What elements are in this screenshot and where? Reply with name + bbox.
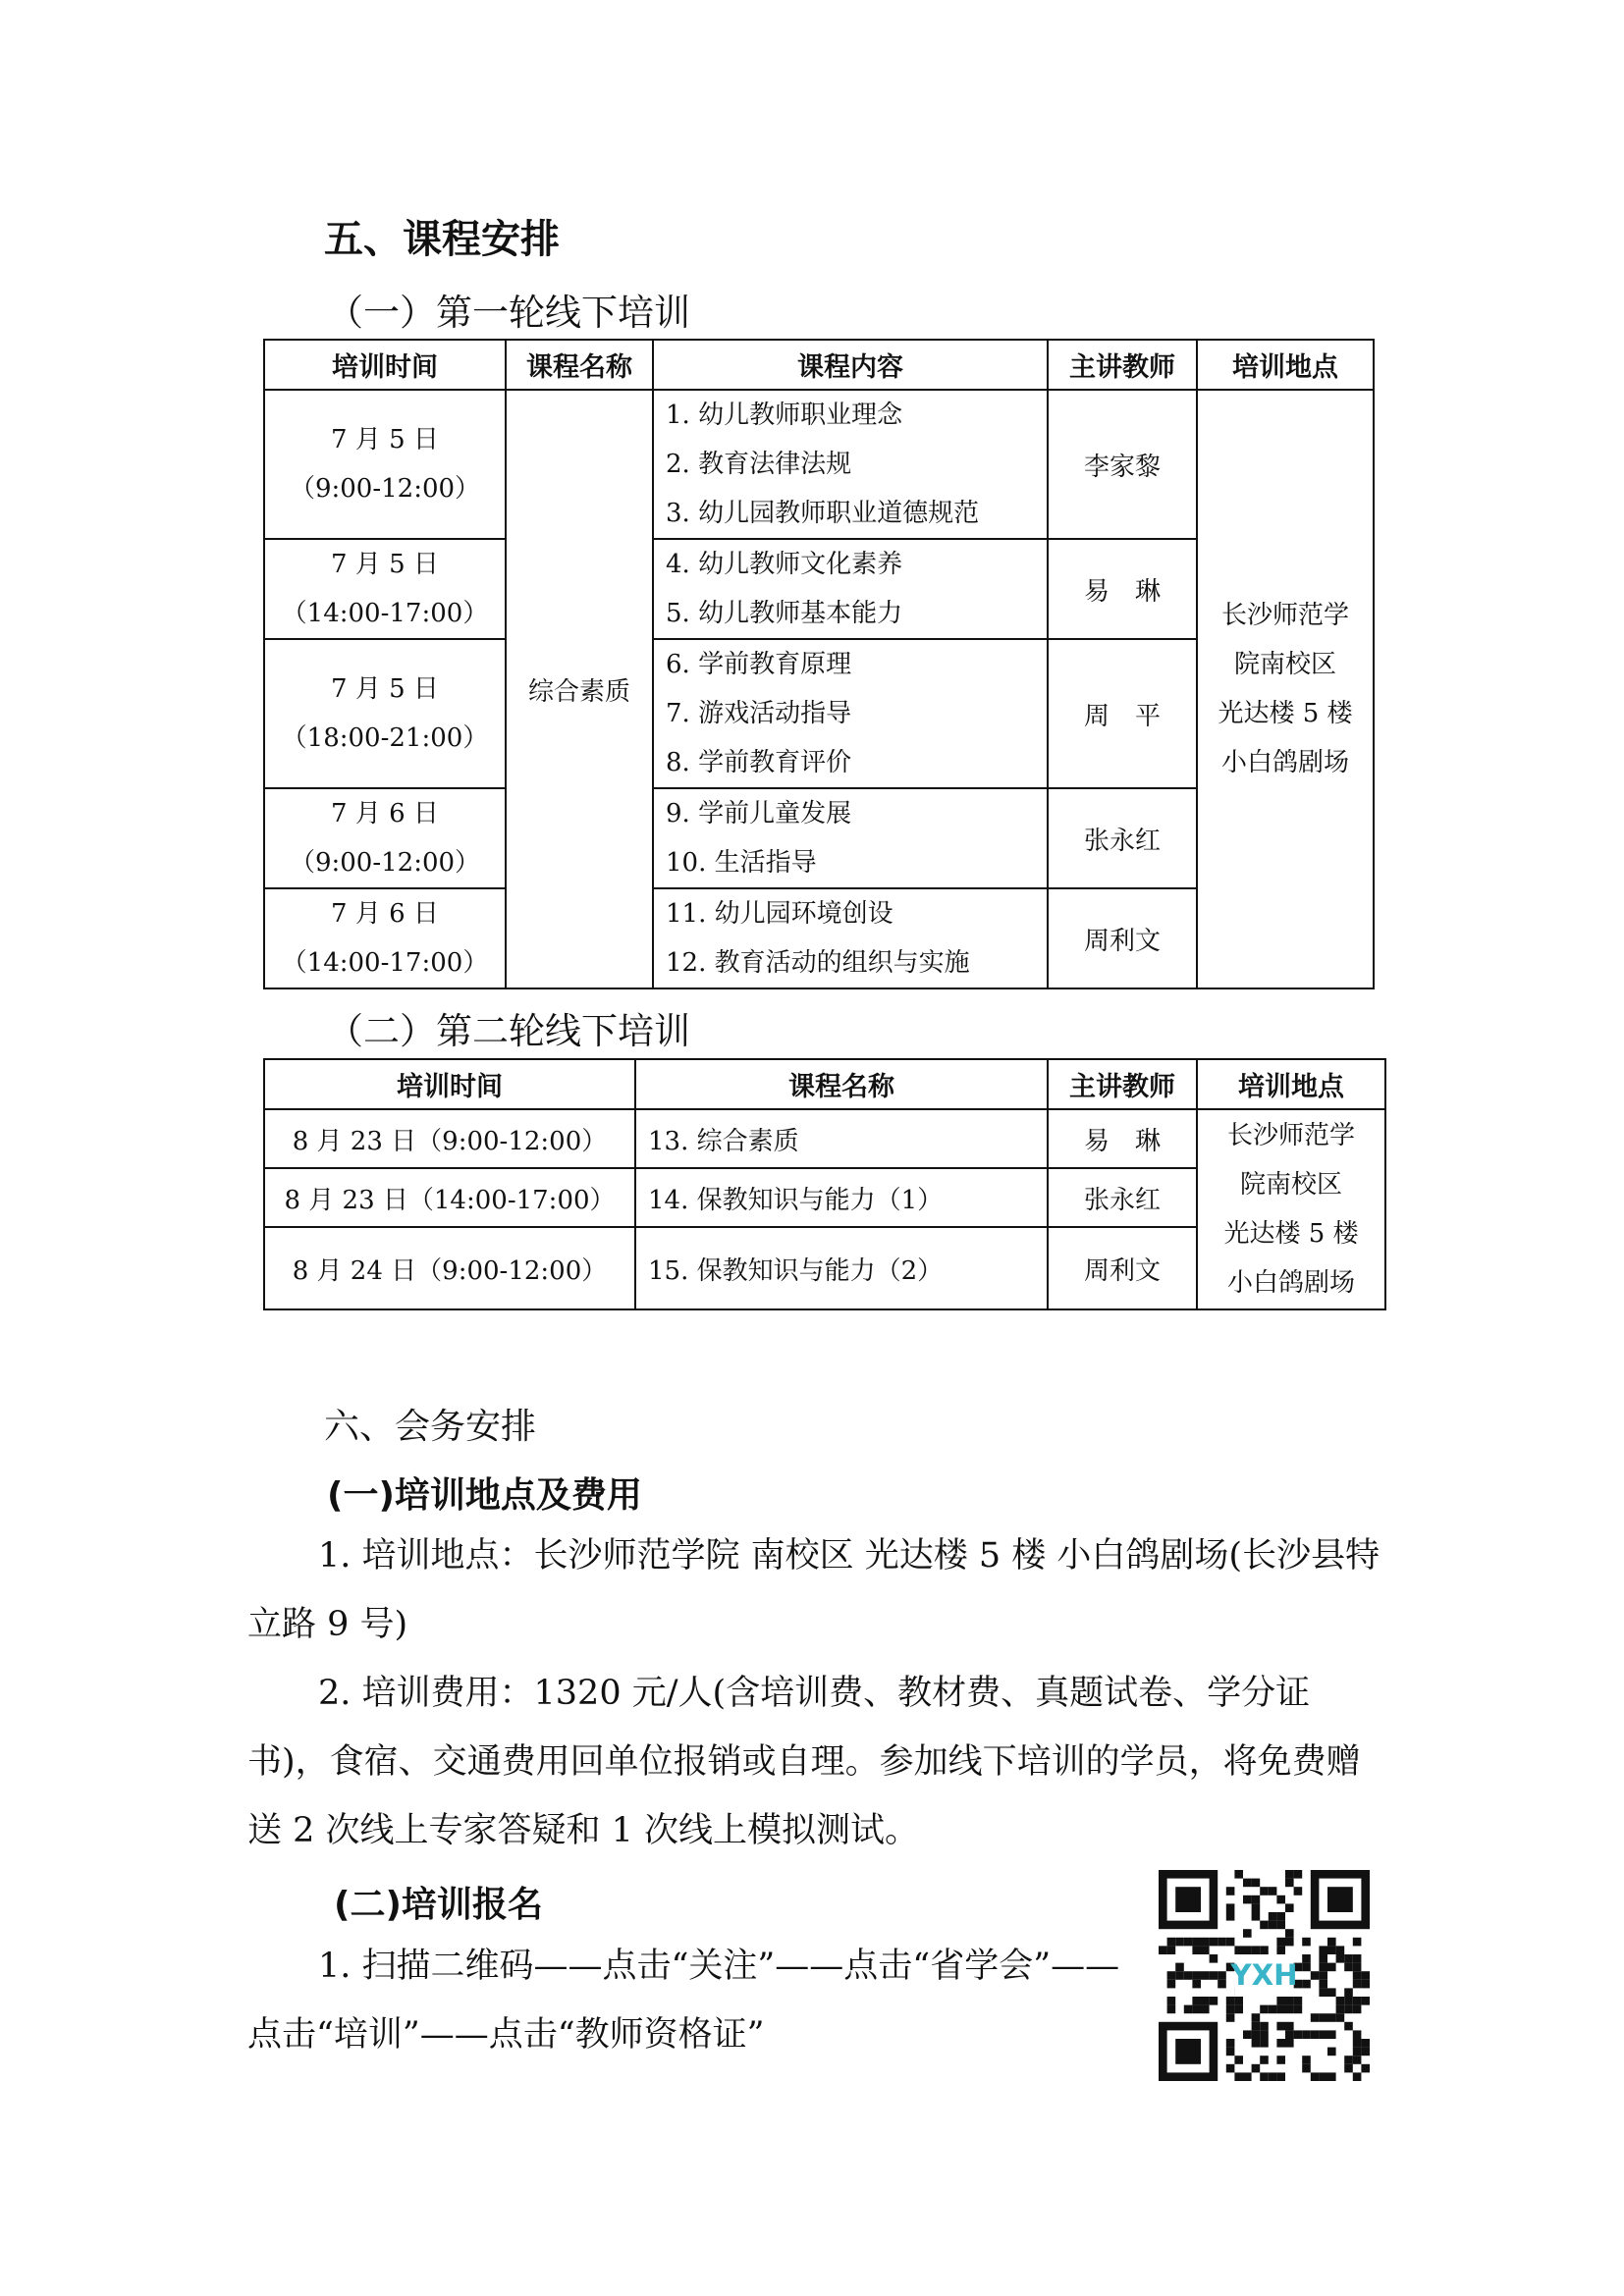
section5-title: 五、课程安排 xyxy=(324,217,560,262)
date-text: 7 月 6 日 xyxy=(331,799,439,828)
header-teacher: 主讲教师 xyxy=(1048,1059,1197,1109)
course-cell: 14. 保教知识与能力（1） xyxy=(635,1168,1048,1227)
content-item: 9. 学前儿童发展 xyxy=(666,799,852,828)
date-text: 7 月 6 日 xyxy=(331,899,439,929)
fee-paragraph: 2. 培训费用：1320 元/人(含培训费、教材费、真题试卷、学分证书)，食宿、交通费用回单位报销或自理。参加线下培训的学员，将免费赠送 2 次线上专家答疑和 1 次线上模拟测试。 xyxy=(247,1674,1361,1850)
qr-logo-text: YXH xyxy=(1230,1957,1298,1992)
section6-title: 六、会务安排 xyxy=(324,1407,537,1447)
content-item: 1. 幼儿教师职业理念 xyxy=(666,400,903,430)
content-item: 11. 幼儿园环境创设 xyxy=(666,899,893,929)
round2-table xyxy=(263,1058,1386,1310)
round1-header-row xyxy=(264,340,1374,390)
time-cell: 8 月 23 日（14:00-17:00） xyxy=(264,1168,635,1227)
content-item: 12. 教育活动的组织与实施 xyxy=(666,948,970,978)
course-cell: 15. 保教知识与能力（2） xyxy=(635,1227,1048,1309)
content-cell xyxy=(653,639,1048,788)
round1-title: （一）第一轮线下培训 xyxy=(327,292,690,334)
sub2-title: (二)培训报名 xyxy=(334,1885,543,1925)
location-line: 小白鸽剧场 xyxy=(1220,748,1349,777)
date-text: 7 月 5 日 xyxy=(331,425,439,454)
content-item: 5. 幼儿教师基本能力 xyxy=(666,599,903,628)
signup-paragraph: 1. 扫描二维码——点击“关注”——点击“省学会”——点击“培训”——点击“教师资格证” xyxy=(247,1947,1120,2055)
location-line: 院南校区 xyxy=(1239,1170,1342,1200)
time-cell xyxy=(264,390,506,539)
content-cell xyxy=(653,788,1048,888)
location-cell xyxy=(1197,1109,1385,1309)
header-course-name: 课程名称 xyxy=(506,340,653,390)
location-line: 长沙师范学 xyxy=(1226,1121,1355,1150)
header-course-name: 课程名称 xyxy=(635,1059,1048,1109)
header-location: 培训地点 xyxy=(1197,340,1374,390)
round2-header-row xyxy=(264,1059,1385,1109)
time-cell xyxy=(264,539,506,639)
header-time: 培训时间 xyxy=(264,1059,635,1109)
content-item: 3. 幼儿园教师职业道德规范 xyxy=(666,499,980,528)
qr-code-icon[interactable] xyxy=(1159,1870,1370,2081)
round1-table xyxy=(263,339,1375,989)
location-line: 小白鸽剧场 xyxy=(1226,1268,1355,1298)
content-item: 6. 学前教育原理 xyxy=(666,650,852,679)
content-item: 10. 生活指导 xyxy=(666,848,817,878)
teacher-cell: 周 平 xyxy=(1048,639,1197,788)
teacher-cell: 易 琳 xyxy=(1048,539,1197,639)
content-cell xyxy=(653,390,1048,539)
time-text: （14:00-17:00） xyxy=(281,599,489,628)
date-text: 7 月 5 日 xyxy=(331,550,439,579)
time-cell: 8 月 24 日（9:00-12:00） xyxy=(264,1227,635,1309)
content-item: 8. 学前教育评价 xyxy=(666,748,852,777)
content-cell xyxy=(653,888,1048,988)
time-cell xyxy=(264,888,506,988)
table-row xyxy=(264,1109,1385,1168)
course-name-cell: 综合素质 xyxy=(506,390,653,988)
teacher-cell: 张永红 xyxy=(1048,1168,1197,1227)
time-cell xyxy=(264,788,506,888)
time-cell: 8 月 23 日（9:00-12:00） xyxy=(264,1109,635,1168)
content-item: 2. 教育法律法规 xyxy=(666,450,852,479)
location-line: 长沙师范学 xyxy=(1220,601,1349,630)
teacher-cell: 周利文 xyxy=(1048,1227,1197,1309)
teacher-cell: 李家黎 xyxy=(1048,390,1197,539)
location-paragraph: 1. 培训地点：长沙师范学院 南校区 光达楼 5 楼 小白鸽剧场(长沙县特立路 9 号) xyxy=(247,1536,1380,1644)
teacher-cell: 张永红 xyxy=(1048,788,1197,888)
time-cell xyxy=(264,639,506,788)
teacher-cell: 易 琳 xyxy=(1048,1109,1197,1168)
time-text: （9:00-12:00） xyxy=(289,848,481,878)
time-text: （14:00-17:00） xyxy=(281,948,489,978)
time-text: （9:00-12:00） xyxy=(289,474,481,504)
table-row xyxy=(264,390,1374,539)
content-item: 4. 幼儿教师文化素养 xyxy=(666,550,903,579)
header-teacher: 主讲教师 xyxy=(1048,340,1197,390)
course-cell: 13. 综合素质 xyxy=(635,1109,1048,1168)
sub1-title: (一)培训地点及费用 xyxy=(327,1475,642,1516)
header-location: 培训地点 xyxy=(1197,1059,1385,1109)
location-line: 光达楼 5 楼 xyxy=(1218,699,1353,728)
location-line: 光达楼 5 楼 xyxy=(1223,1219,1359,1249)
header-time: 培训时间 xyxy=(264,340,506,390)
date-text: 7 月 5 日 xyxy=(331,674,439,704)
content-item: 7. 游戏活动指导 xyxy=(666,699,852,728)
time-text: （18:00-21:00） xyxy=(281,723,489,753)
teacher-cell: 周利文 xyxy=(1048,888,1197,988)
location-cell xyxy=(1197,390,1374,988)
location-line: 院南校区 xyxy=(1233,650,1336,679)
content-cell xyxy=(653,539,1048,639)
round2-title: （二）第二轮线下培训 xyxy=(327,1010,690,1052)
header-course-content: 课程内容 xyxy=(653,340,1048,390)
